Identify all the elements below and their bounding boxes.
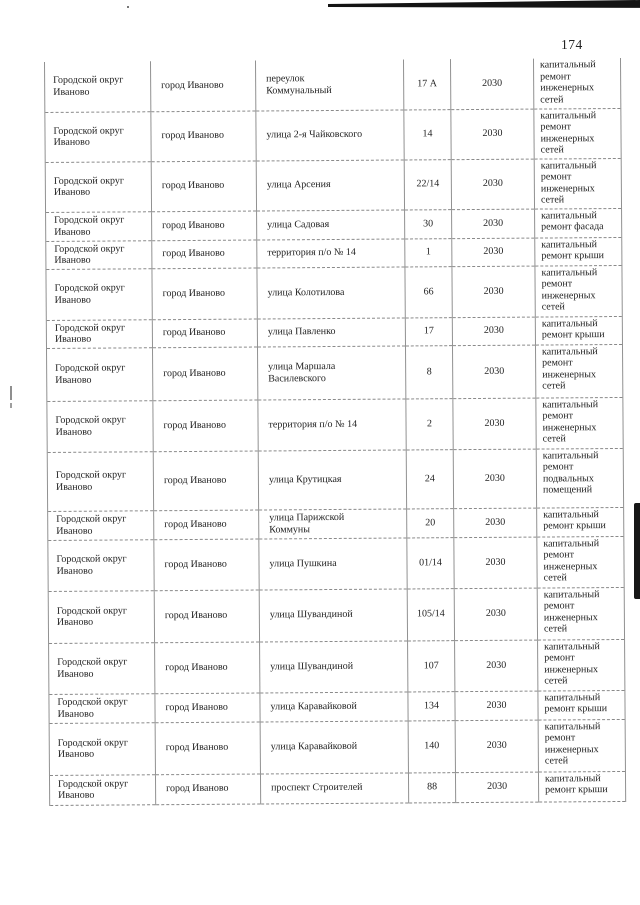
cell-district: Городской округ Иваново — [44, 61, 150, 112]
cell-city: город Иваново — [154, 539, 259, 591]
cell-city: город Иваново — [152, 211, 257, 241]
cell-district: Городской округ Иваново — [46, 211, 152, 241]
cell-year: 2030 — [452, 209, 535, 239]
cell-street: переулок Коммунальный — [255, 59, 403, 110]
cell-repair-type: капитальный ремонт инженерных сетей — [535, 265, 622, 317]
cell-street: улица 2-я Чайковского — [256, 109, 404, 160]
cell-year: 2030 — [452, 317, 535, 346]
table-row — [49, 719, 625, 775]
table-row — [47, 397, 623, 452]
cell-city: город Иваново — [152, 347, 257, 401]
cell-house-number: 66 — [405, 266, 452, 317]
table-row — [46, 316, 622, 348]
cell-street: улица Пушкина — [259, 537, 407, 589]
cell-year: 2030 — [451, 159, 534, 210]
cell-street: улица Парижской Коммуны — [259, 508, 407, 538]
cell-year: 2030 — [452, 345, 535, 399]
cell-district: Городской округ Иваново — [49, 642, 155, 694]
capital-repair-table — [44, 58, 626, 806]
cell-repair-type: капитальный ремонт крыши — [537, 507, 624, 537]
cell-repair-type: капитальный ремонт фасада — [535, 208, 622, 238]
cell-city: город Иваново — [155, 774, 260, 805]
table-row — [49, 639, 625, 694]
cell-repair-type: капитальный ремонт инженерных сетей — [534, 158, 621, 209]
table-row — [46, 265, 622, 320]
scan-artifact-left-mark — [10, 386, 12, 400]
cell-city: город Иваново — [154, 590, 259, 643]
cell-year: 2030 — [455, 720, 538, 773]
cell-repair-type: капитальный ремонт инженерных сетей — [538, 719, 625, 772]
cell-year: 2030 — [452, 266, 535, 318]
cell-house-number: 01/14 — [407, 537, 454, 588]
cell-city: город Иваново — [155, 693, 260, 723]
cell-street: улица Каравайковой — [260, 691, 408, 721]
cell-district: Городской округ Иваново — [45, 111, 151, 162]
cell-district: Городской округ Иваново — [46, 347, 152, 401]
table-row — [46, 237, 622, 269]
cell-house-number: 88 — [408, 772, 455, 802]
cell-city: город Иваново — [153, 451, 258, 511]
cell-street: улица Арсения — [256, 159, 404, 210]
cell-repair-type: капитальный ремонт подвальных помещений — [536, 448, 623, 508]
cell-street: территория п/о № 14 — [258, 398, 406, 450]
table-area — [44, 58, 626, 806]
page-number: 174 — [561, 37, 583, 52]
cell-district: Городской округ Иваново — [48, 590, 154, 643]
cell-city: город Иваново — [155, 642, 260, 694]
cell-city: город Иваново — [152, 268, 257, 320]
cell-street: территория п/о № 14 — [257, 238, 405, 267]
cell-year: 2030 — [452, 238, 535, 267]
cell-city: город Иваново — [154, 510, 259, 540]
cell-house-number: 1 — [405, 238, 452, 266]
cell-year: 2030 — [454, 508, 537, 538]
table-row — [48, 507, 624, 540]
cell-year: 2030 — [451, 109, 534, 160]
table-row — [46, 208, 622, 241]
cell-city: город Иваново — [155, 722, 260, 775]
cell-house-number: 30 — [405, 209, 452, 238]
cell-district: Городской округ Иваново — [48, 539, 154, 591]
cell-street: проспект Строителей — [260, 772, 408, 803]
cell-street: улица Колотилова — [257, 266, 405, 318]
cell-house-number: 107 — [408, 640, 455, 691]
cell-street: улица Каравайковой — [260, 720, 408, 773]
table-row — [44, 58, 620, 112]
cell-year: 2030 — [455, 772, 538, 803]
cell-district: Городской округ Иваново — [46, 319, 152, 348]
cell-year: 2030 — [454, 588, 537, 641]
cell-house-number: 24 — [406, 449, 453, 508]
cell-year: 2030 — [453, 449, 536, 509]
cell-year: 2030 — [455, 640, 538, 692]
cell-repair-type: капитальный ремонт крыши — [538, 690, 625, 720]
cell-street: улица Шувандиной — [260, 640, 408, 692]
cell-repair-type: капитальный ремонт инженерных сетей — [535, 344, 622, 398]
scan-artifact-dot — [127, 6, 129, 8]
cell-house-number: 140 — [408, 720, 455, 772]
cell-house-number: 14 — [404, 109, 451, 159]
cell-house-number: 22/14 — [404, 159, 451, 209]
cell-year: 2030 — [455, 691, 538, 721]
cell-house-number: 17 — [405, 317, 452, 345]
scan-artifact-right-edge — [634, 503, 640, 599]
table-row — [48, 587, 624, 643]
table-row — [47, 448, 623, 511]
cell-district: Городской округ Иваново — [48, 510, 154, 540]
table-row — [49, 771, 625, 805]
cell-house-number: 8 — [405, 345, 452, 398]
cell-repair-type: капитальный ремонт инженерных сетей — [537, 587, 624, 640]
cell-repair-type: капитальный ремонт крыши — [538, 771, 625, 802]
table-row — [48, 536, 624, 591]
cell-street: улица Павленко — [257, 317, 405, 346]
cell-year: 2030 — [450, 59, 533, 110]
cell-repair-type: капитальный ремонт инженерных сетей — [536, 397, 623, 449]
cell-district: Городской округ Иваново — [47, 400, 153, 452]
cell-street: улица Маршала Василевского — [257, 345, 405, 399]
cell-city: город Иваново — [152, 240, 257, 269]
cell-year: 2030 — [453, 398, 536, 450]
cell-city: город Иваново — [151, 161, 256, 212]
cell-repair-type: капитальный ремонт крыши — [535, 237, 622, 266]
table-row — [46, 344, 622, 401]
cell-street: улица Шувандиной — [259, 588, 407, 641]
cell-district: Городской округ Иваново — [46, 240, 152, 269]
cell-house-number: 20 — [407, 508, 454, 537]
table-row — [45, 158, 621, 212]
cell-repair-type: капитальный ремонт инженерных сетей — [533, 58, 620, 109]
cell-district: Городской округ Иваново — [49, 774, 155, 805]
cell-district: Городской округ Иваново — [47, 451, 153, 511]
table-body — [44, 58, 625, 805]
table-row — [49, 690, 625, 723]
scan-artifact-left-mark-2 — [10, 403, 12, 408]
cell-house-number: 134 — [408, 691, 455, 720]
cell-city: город Иваново — [152, 319, 257, 348]
cell-street: улица Крутицкая — [258, 449, 406, 509]
cell-district: Городской округ Иваново — [49, 693, 155, 723]
cell-city: город Иваново — [151, 111, 256, 162]
cell-house-number: 105/14 — [407, 588, 454, 640]
cell-district: Городской округ Иваново — [45, 161, 151, 212]
cell-city: город Иваново — [150, 61, 255, 112]
cell-repair-type: капитальный ремонт инженерных сетей — [538, 639, 625, 691]
cell-house-number: 17 А — [403, 59, 450, 109]
cell-year: 2030 — [454, 537, 537, 589]
cell-repair-type: капитальный ремонт инженерных сетей — [534, 108, 621, 159]
cell-district: Городской округ Иваново — [49, 722, 155, 775]
cell-repair-type: капитальный ремонт инженерных сетей — [537, 536, 624, 588]
cell-city: город Иваново — [153, 400, 258, 452]
scan-artifact-top-edge — [328, 0, 640, 9]
cell-street: улица Садовая — [257, 209, 405, 239]
cell-repair-type: капитальный ремонт крыши — [535, 316, 622, 345]
table-row — [45, 108, 621, 162]
cell-house-number: 2 — [406, 398, 453, 449]
cell-district: Городской округ Иваново — [46, 268, 152, 320]
